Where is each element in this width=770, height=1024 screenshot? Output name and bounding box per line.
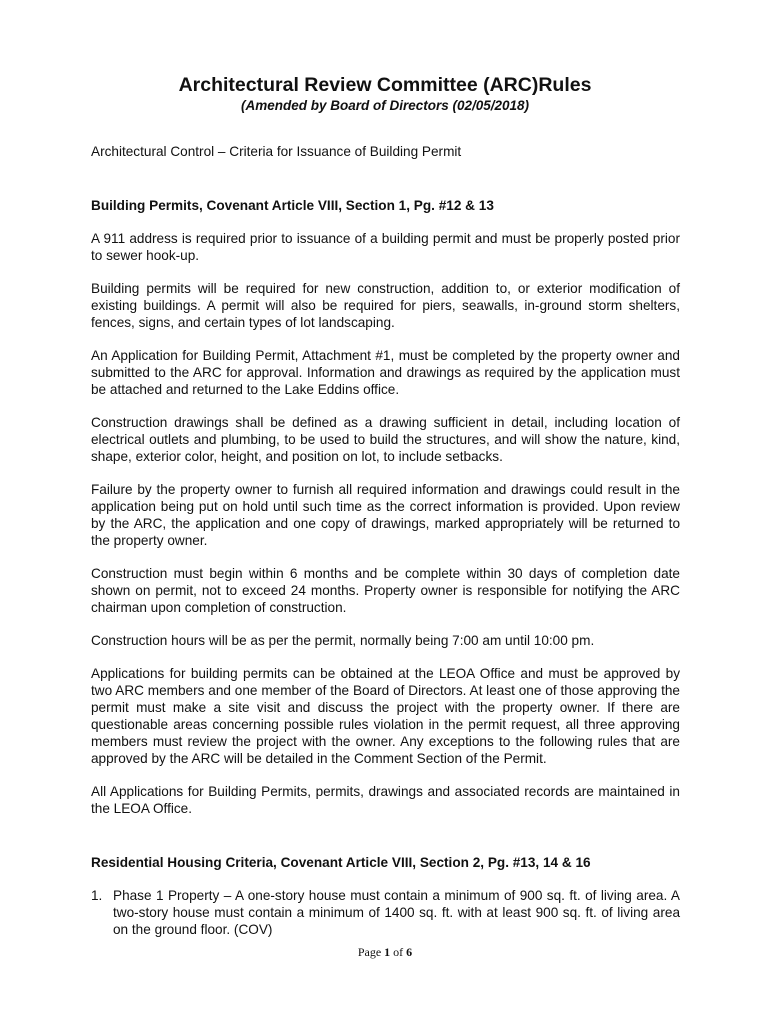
paragraph: Construction must begin within 6 months and be complete within 30 days of completion date shown on permit, not to exceed 24 months. Property owner is responsible for notifying the ARC chairman upon completion of construction. <box>91 566 680 615</box>
total-pages-number: 6 <box>406 945 413 959</box>
of-label: of <box>393 945 404 959</box>
paragraph: Applications for building permits can be obtained at the LEOA Office and must be approved by two ARC members and one member of the Board of Directors. At least one of those approving the permit must make a site visit and discuss the project with the property owner. If there are questionable areas concerning possible rules violation in the permit request, all three approving members must review the project with the owner. Any exceptions to the following rules that are approved by the ARC will be detailed in the Comment Section of the Permit. <box>91 666 680 766</box>
page-footer <box>0 944 770 960</box>
paragraph: An Application for Building Permit, Attachment #1, must be completed by the property owner and submitted to the ARC for approval. Information and drawings as required by the application must be attached and returned to the Lake Eddins office. <box>91 348 680 397</box>
list-item-number: 1. <box>91 888 103 903</box>
paragraph: Construction drawings shall be defined as a drawing sufficient in detail, including location of electrical outlets and plumbing, to be used to build the structures, and will show the nature, kind, shape, exterior color, height, and position on lot, to include setbacks. <box>91 415 680 464</box>
page-label: Page <box>357 945 382 959</box>
criteria-list <box>91 887 680 938</box>
document-title: Architectural Review Committee (ARC)Rules <box>178 74 592 96</box>
paragraph: Building permits will be required for new construction, addition to, or exterior modification of existing buildings. A permit will also be required for piers, seawalls, in-ground storm shelters, fences, signs, and certain types of lot landscaping. <box>91 281 680 330</box>
paragraph: A 911 address is required prior to issuance of a building permit and must be properly posted prior to sewer hook-up. <box>91 231 680 263</box>
paragraph: Failure by the property owner to furnish all required information and drawings could result in the application being put on hold until such time as the correct information is provided. Upon review by the ARC, the application and one copy of drawings, marked appropriately will be returned to the property owner. <box>91 482 680 548</box>
list-item <box>91 887 680 938</box>
paragraph: Construction hours will be as per the permit, normally being 7:00 am until 10:00 pm. <box>91 633 595 648</box>
paragraph: All Applications for Building Permits, permits, drawings and associated records are maintained in the LEOA Office. <box>91 784 680 816</box>
control-heading: Architectural Control – Criteria for Issuance of Building Permit <box>91 144 462 159</box>
document-body <box>91 143 680 938</box>
list-item-text: Phase 1 Property – A one-story house must contain a minimum of 900 sq. ft. of living area. A two-story house must contain a minimum of 1400 sq. ft. with at least 900 sq. ft. of living area on the ground floor. (COV) <box>113 888 680 937</box>
document-subtitle: (Amended by Board of Directors (02/05/2018) <box>240 98 530 113</box>
section-heading-building-permits: Building Permits, Covenant Article VIII, Section 1, Pg. #12 & 13 <box>91 198 494 213</box>
title-block <box>0 73 770 115</box>
current-page-number: 1 <box>384 945 391 959</box>
section-heading-residential-housing: Residential Housing Criteria, Covenant Article VIII, Section 2, Pg. #13, 14 & 16 <box>91 855 591 870</box>
